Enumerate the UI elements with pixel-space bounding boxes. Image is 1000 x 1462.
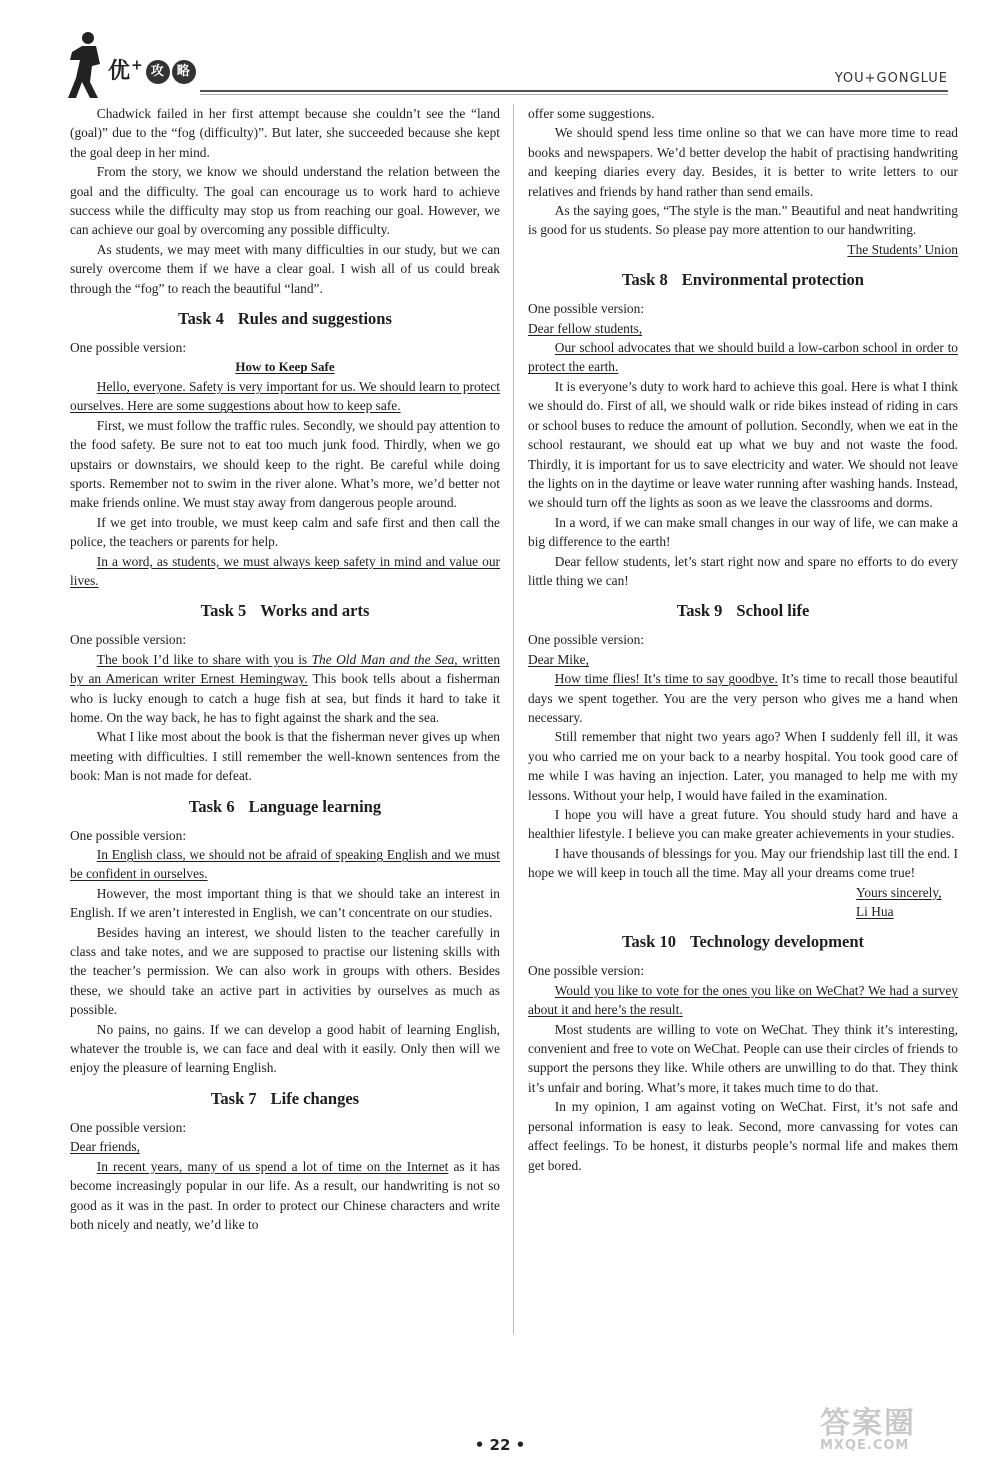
column-divider	[513, 104, 514, 1334]
right-column	[528, 104, 958, 1175]
essay-title: How to Keep Safe	[235, 359, 335, 375]
brand-logo: 优+ 攻 略	[108, 54, 196, 85]
task9-heading: Task 9 School life	[676, 601, 810, 621]
letter-greeting: Dear Mike,	[528, 651, 589, 667]
task9-paragraph: I hope you will have a great future. You should study hard and have a healthier lifestyle. I believe you can make greater achievements in your studies.	[528, 807, 958, 842]
task4-paragraph: In a word, as students, we must always keep safety in mind and value our lives.	[70, 553, 500, 588]
task4-paragraph: If we get into trouble, we must keep calm and safe first and then call the police, the teachers or parents for help.	[70, 514, 500, 550]
version-label: One possible version:	[528, 963, 645, 979]
letter-greeting: Dear fellow students,	[528, 320, 643, 336]
header-brand: YOU+GONGLUE	[834, 71, 948, 86]
task8-heading: Task 8 Environmental protection	[622, 270, 864, 290]
runner-logo-icon	[62, 30, 110, 100]
task6-paragraph: No pains, no gains. If we can develop a good habit of learning English, whatever the trouble is, we can face and deal with it easily. Only then will we enjoy the pleasure of learning English.	[70, 1021, 500, 1076]
task8-paragraph: In a word, if we can make small changes in our way of life, we can make a big difference to the earth!	[528, 514, 958, 550]
page-header	[0, 0, 1000, 110]
task9-paragraph: I have thousands of blessings for you. May our friendship last till the end. I hope we will keep in touch all the time. May all your dreams come true!	[528, 845, 958, 881]
task8-paragraph: It is everyone’s duty to work hard to achieve this goal. Here is what I think we should do. First of all, we should walk or ride bikes instead of riding in cars or school buses to reduce the amount of pollution. Secondly, when we eat in the school restaurant, we should eat up what we buy and not waste the food. Thirdly, it is important for us to save electricity and water. We should not leave the lights on in the daytime or leave water running after washing hands. Instead, we should turn off the lights as soon as we leave the classrooms and dorms.	[528, 378, 958, 511]
task6-paragraph: However, the most important thing is that we should take an interest in English. If we aren’t interested in English, we can’t concentrate on our studies.	[70, 885, 500, 921]
task6-paragraph: Besides having an interest, we should listen to the teacher carefully in class and take notes, and we are supposed to practise our listening skills with the teacher’s permission. We can also work in groups with others. Besides these, we should take an active part in activities by ourselves as much as possible.	[70, 924, 500, 1018]
task9-paragraph: Still remember that night two years ago? When I suddenly fell ill, it was you who carried me on your back to a nearby hospital. You took good care of me while I was having an injection. Later, you managed to help me with my lessons. Without your help, I would have failed in the examination.	[528, 729, 958, 803]
task6-paragraph: In English class, we should not be afraid of speaking English and we must be confident in ourselves.	[70, 847, 500, 882]
task9-paragraph: How time flies! It’s time to say goodbye. It’s time to recall those beautiful days we spent together. You are the very person who gives me a hand when necessary.	[528, 671, 958, 725]
version-label: One possible version:	[70, 340, 187, 356]
task4-paragraph: Hello, everyone. Safety is very important for us. We should learn to protect ourselves. Here are some suggestions about how to keep safe.	[70, 378, 500, 414]
version-label: One possible version:	[70, 1119, 187, 1135]
task7-paragraph: As the saying goes, “The style is the man.” Beautiful and neat handwriting is good for us students. So please pay more attention to our handwriting.	[528, 203, 958, 238]
task5-paragraph: The book I’d like to share with you is The Old Man and the Sea, written by an American writer Ernest Hemingway. This book tells about a fisherman who is lucky enough to catch a huge fish at sea, but finds it hard to take it home. On the way back, he has to fight against the shark and the sea.	[70, 651, 501, 725]
task3-paragraph: From the story, we know we should understand the relation between the goal and the difficulty. The goal can encourage us to work hard to achieve success while the difficulty may stop us from reaching our goal. However, we can achieve our goal by overcoming any possible difficulty.	[70, 164, 500, 238]
letter-closing: Yours sincerely, Li Hua	[856, 884, 942, 920]
version-label: One possible version:	[70, 632, 187, 648]
task7-paragraph: offer some suggestions.	[528, 106, 655, 121]
task10-heading: Task 10 Technology development	[622, 932, 864, 952]
version-label: One possible version:	[528, 301, 645, 317]
task10-paragraph: Most students are willing to vote on WeChat. They think it’s interesting, convenient and free to vote on WeChat. People can use their circles of friends to support the persons they like. While others are unwilling to do that. They think it’s unfair and boring. What’s more, it takes much time to do that.	[528, 1021, 958, 1095]
left-column	[70, 104, 500, 1234]
task7-paragraph: We should spend less time online so that we can have more time to read books and newspapers. We’d better develop the habit of practising handwriting and keeping diaries every day. Besides, it is better to write letters to our relatives and friends by hand rather than send emails.	[528, 125, 958, 199]
task10-paragraph: In my opinion, I am against voting on WeChat. First, it’s not safe and personal information is easy to leak. Second, more canvassing for votes can affect feelings. To be honest, it disturbs people’s normal life and makes them get bored.	[528, 1099, 958, 1173]
task3-paragraph: Chadwick failed in her first attempt because she couldn’t see the “land (goal)” due to the “fog (difficulty)”. But later, she succeeded because she kept the goal deep in her mind.	[70, 106, 500, 160]
task5-heading: Task 5 Works and arts	[200, 601, 370, 621]
task4-paragraph: First, we must follow the traffic rules. Secondly, we should pay attention to the food safety. Be sure not to eat too much junk food. Thirdly, when we go upstairs or downstairs, we should keep to the right. Be careful while doing sports. Remember not to swim in the river alone. What’s more, we’d better not make friends online. We must stay away from dangerous people around.	[70, 417, 500, 511]
task7-paragraph: In recent years, many of us spend a lot of time on the Internet as it has become increasingly popular in our life. As a result, our handwriting is not so good as it was in the past. In order to protect our Chinese characters and write both nicely and neatly, we’d like to	[70, 1158, 500, 1232]
version-label: One possible version:	[528, 632, 645, 648]
site-watermark: 答案圈 MXQE.COM	[820, 1406, 916, 1453]
letter-signature: The Students’ Union	[847, 241, 958, 257]
task5-paragraph: What I like most about the book is that the fisherman never gives up when meeting with difficulties. I still remember the well-known sentences from the book: Man is not made for defeat.	[70, 729, 500, 784]
task6-heading: Task 6 Language learning	[188, 796, 382, 816]
task4-heading: Task 4 Rules and suggestions	[178, 309, 392, 329]
task3-paragraph: As students, we may meet with many difficulties in our study, but we can surely overcome them if we have a clear goal. I wish all of us could break through the “fog” to reach the beautiful “land”.	[70, 241, 500, 296]
task10-paragraph: Would you like to vote for the ones you like on WeChat? We had a survey about it and here’s the result.	[528, 982, 958, 1018]
page-number: • 22 •	[474, 1436, 526, 1454]
task8-paragraph: Dear fellow students, let’s start right now and spare no efforts to do every little thing we can!	[528, 553, 958, 588]
header-rule	[200, 90, 948, 95]
task8-paragraph: Our school advocates that we should build a low-carbon school in order to protect the earth.	[528, 340, 958, 375]
task7-heading: Task 7 Life changes	[210, 1088, 360, 1108]
letter-greeting: Dear friends,	[70, 1139, 140, 1155]
version-label: One possible version:	[70, 827, 187, 843]
